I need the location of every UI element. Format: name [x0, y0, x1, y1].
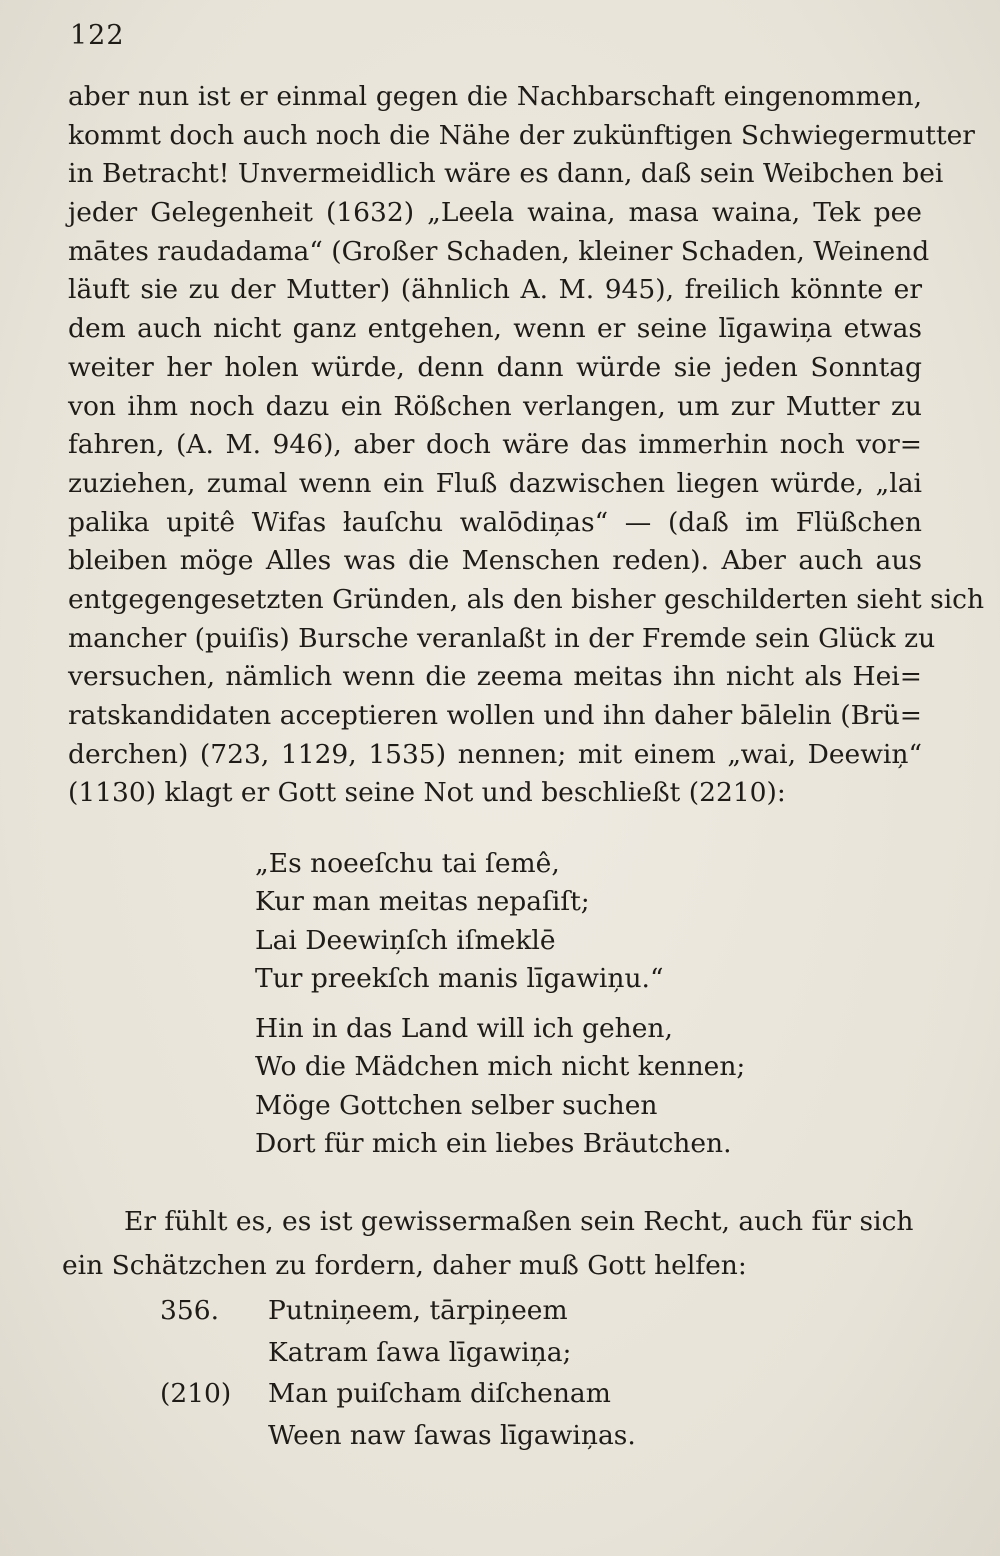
numbered-verse-row: [160, 1415, 720, 1457]
text-line: aber nun ist er einmal gegen die Nachbarschaft eingenommen,: [68, 81, 922, 112]
numbered-verse-row: [160, 1290, 720, 1332]
verse-gap: [255, 998, 815, 1010]
text-line: mātes raudadama“ (Großer Schaden, kleiner Schaden, Weinend: [68, 235, 930, 267]
text-line: derchen) (723, 1129, 1535) nennen; mit einem „wai, Deewiņ“: [68, 738, 922, 770]
verse-number: [160, 1332, 268, 1374]
verse-line-german: Möge Gottchen selber suchen: [255, 1089, 658, 1121]
paragraph-second: [62, 1200, 914, 1288]
text-line: von ihm noch dazu ein Rößchen verlangen, um zur Mutter zu: [68, 390, 922, 422]
numbered-verse-block: [160, 1290, 720, 1456]
verse-line-latvian: Tur preekſch manis līgawiņu.“: [255, 962, 664, 994]
verse-text: Putniņeem, tārpiņeem: [268, 1295, 568, 1326]
verse-block: [255, 845, 815, 1163]
verse-number: 356.: [160, 1295, 220, 1326]
numbered-verse-row: [160, 1332, 720, 1374]
verse-text: Katram ſawa līgawiņa;: [268, 1336, 572, 1368]
numbered-verse-row: [160, 1373, 720, 1415]
verse-text: Man puiſcham diſchenam: [268, 1378, 611, 1409]
text-line: versuchen, nämlich wenn die zeema meitas ihn nicht als Hei=: [68, 661, 922, 693]
verse-line-german: Dort für mich ein liebes Bräutchen.: [255, 1128, 732, 1160]
verse-line-german: Hin in das Land will ich gehen,: [255, 1013, 673, 1045]
verse-text: Ween naw ſawas līgawiņas.: [268, 1419, 636, 1451]
text-line: mancher (puiſis) Bursche veranlaßt in der Fremde sein Glück zu: [68, 622, 936, 654]
verse-line-latvian: Kur man meitas nepaſiſt;: [255, 886, 590, 918]
text-line: jeder Gelegenheit (1632) „Leela waina, masa waina, Tek pee: [68, 197, 922, 229]
page-number: 122: [70, 20, 125, 51]
text-line: bleiben möge Alles was die Menschen reden). Aber auch aus: [68, 545, 922, 577]
verse-line-latvian: „Es noeeſchu tai ſemê,: [255, 848, 560, 879]
text-line: fahren, (A. M. 946), aber doch wäre das immerhin noch vor=: [68, 429, 922, 461]
text-line: weiter her holen würde, denn dann würde sie jeden Sonntag: [68, 351, 922, 383]
paragraph-main: [68, 78, 985, 813]
text-line: dem auch nicht ganz entgehen, wenn er seine līgawiņa etwas: [68, 313, 922, 345]
text-line: Er fühlt es, es ist gewissermaßen sein Recht, auch für sich: [124, 1206, 914, 1237]
verse-number: (210): [160, 1378, 232, 1409]
verse-line-latvian: Lai Deewiņſch iſmeklē: [255, 924, 556, 956]
text-line: ein Schätzchen zu fordern, daher muß Gott helfen:: [62, 1250, 747, 1281]
text-line: in Betracht! Unvermeidlich wäre es dann, daß sein Weibchen bei: [68, 158, 944, 190]
text-line: ratskandidaten acceptieren wollen und ihn daher bālelin (Brü=: [68, 700, 922, 731]
verse-number: [160, 1415, 268, 1457]
text-line: zuziehen, zumal wenn ein Fluß dazwischen liegen würde, „lai: [68, 467, 922, 499]
verse-line-german: Wo die Mädchen mich nicht kennen;: [255, 1051, 746, 1083]
text-line: palika upitê Wifas łauſchu walōdiņas“ — (daß im Flüßchen: [68, 506, 922, 538]
text-line: entgegengesetzten Gründen, als den bisher geschilderten sieht sich: [68, 583, 985, 615]
text-line: kommt doch auch noch die Nähe der zukünftigen Schwiegermutter: [68, 119, 975, 151]
text-line: läuft sie zu der Mutter) (ähnlich A. M. 945), freilich könnte er: [68, 274, 922, 306]
text-line: (1130) klagt er Gott seine Not und beschließt (2210):: [68, 777, 786, 809]
